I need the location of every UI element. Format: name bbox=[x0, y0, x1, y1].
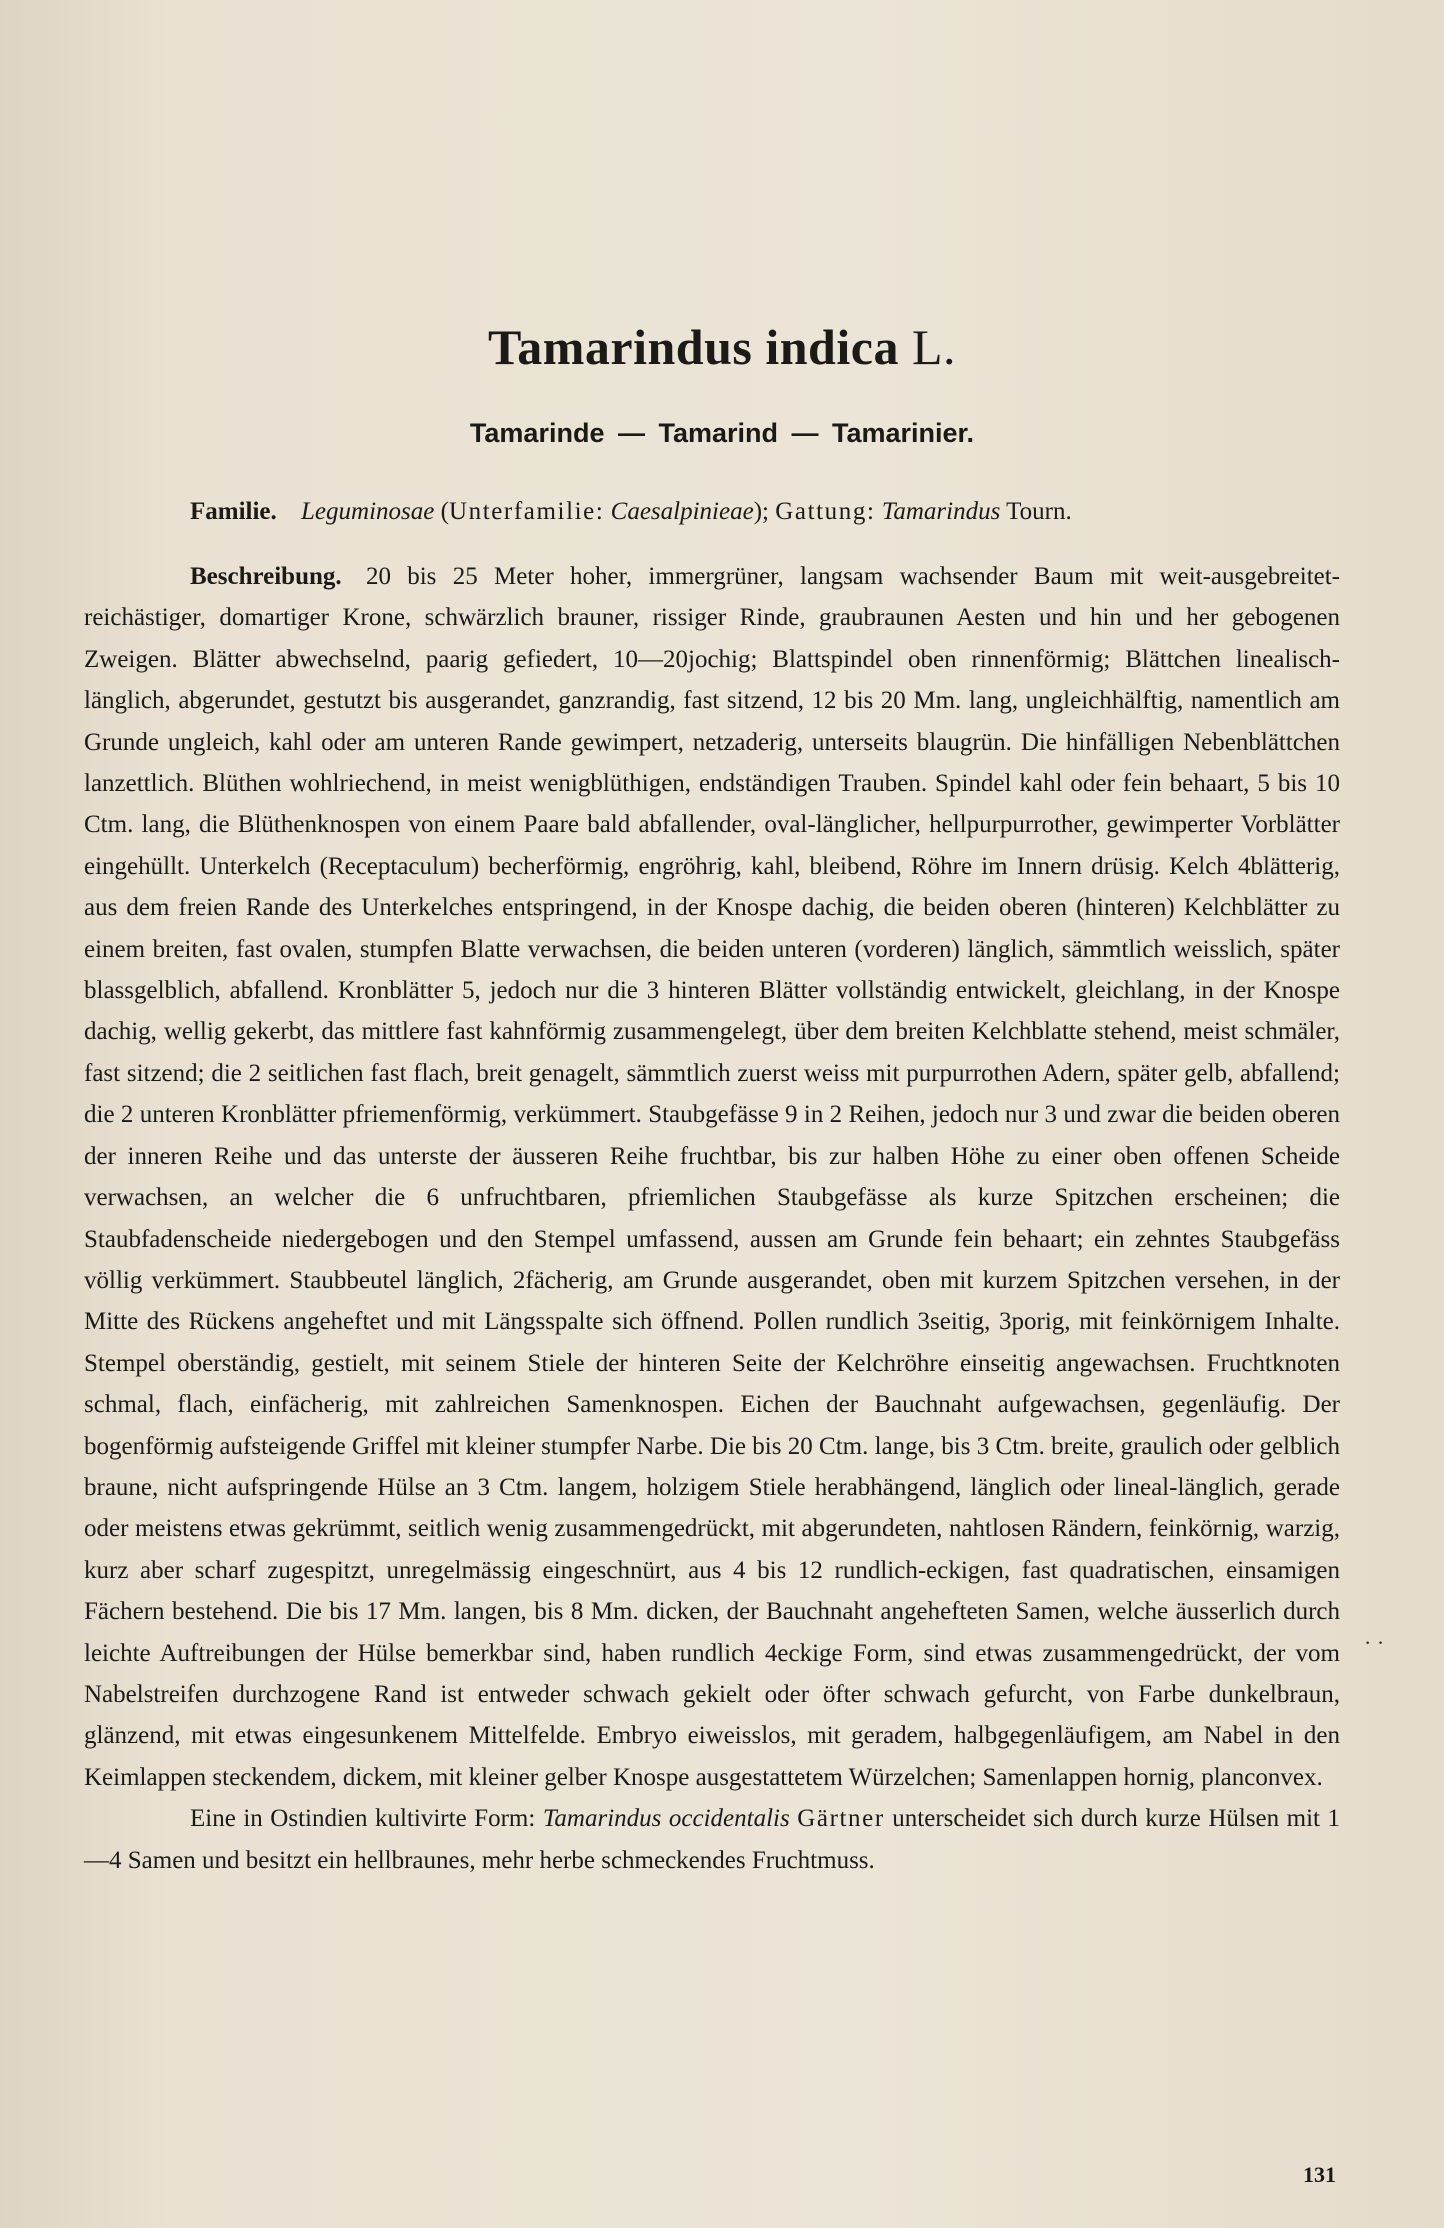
family-name: Leguminosae bbox=[301, 498, 435, 525]
variety-author: Gärtner bbox=[797, 1805, 885, 1833]
beschreibung-label: Beschreibung. bbox=[190, 563, 342, 590]
genus-label: Gattung: bbox=[775, 498, 876, 525]
beschreibung-paragraph bbox=[84, 556, 1340, 1798]
variety-text-after: unterscheidet sich durch kurze Hülsen mit 1—4 Samen und besitzt ein hellbraunes, mehr herbe schmeckendes Fruchtmuss. bbox=[84, 1805, 1341, 1874]
genus-name: Tamarindus bbox=[881, 498, 1001, 525]
subfamily-open: ( bbox=[440, 498, 449, 525]
familie-line bbox=[190, 498, 1340, 526]
variety-text-before: Eine in Ostindien kultivirte Form: bbox=[190, 1805, 536, 1833]
subfamily-close: ); bbox=[753, 498, 769, 525]
common-names-subtitle: Tamarinde — Tamarind — Tamarinier. bbox=[469, 418, 975, 448]
description-body bbox=[84, 556, 1340, 1881]
variety-paragraph bbox=[84, 1798, 1340, 1881]
beschreibung-text: 20 bis 25 Meter hoher, immergrüner, langsam wachsender Baum mit weit-ausgebreitet-reichästiger, domartiger Krone, schwärzlich brauner, rissiger Rinde, graubraunen Aesten und hin und her gebogenen Zweigen. Blätter abwechselnd, paarig gefiedert, 10—20jochig; Blattspindel oben rinnenförmig; Blättchen linealisch-länglich, abgerundet, gestutzt bis ausgerandet, ganzrandig, fast sitzend, 12 bis 20 Mm. lang, ungleichhälftig, namentlich am Grunde ungleich, kahl oder am unteren Rande gewimpert, netzaderig, unterseits blaugrün. Die hinfälligen Nebenblättchen lanzettlich. Blüthen wohlriechend, in meist wenigblüthigen, endständigen Trauben. Spindel kahl oder fein behaart, 5 bis 10 Ctm. lang, die Blüthenknospen von einem Paare bald abfallender, oval-länglicher, hellpurpurrother, gewimperter Vorblätter eingehüllt. Unterkelch (Receptaculum) becherförmig, engröhrig, kahl, bleibend, Röhre im Innern drüsig. Kelch 4blätterig, aus dem freien Rande des Unterkelches entspringend, in der Knospe dachig, die beiden oberen (hinteren) Kelchblätter zu einem breiten, fast ovalen, stumpfen Blatte verwachsen, die beiden unteren (vorderen) länglich, sämmtlich weisslich, später blassgelblich, abfallend. Kronblätter 5, jedoch nur die 3 hinteren Blätter vollständig entwickelt, gleichlang, in der Knospe dachig, wellig gekerbt, das mittlere fast kahnförmig zusammengelegt, über dem breiten Kelchblatte stehend, meist schmäler, fast sitzend; die 2 seitlichen fast flach, breit genagelt, sämmtlich zuerst weiss mit purpurrothen Adern, später gelb, abfallend; die 2 unteren Kronblätter pfriemenförmig, verkümmert. Staubgefässe 9 in 2 Reihen, jedoch nur 3 und zwar die beiden oberen der inneren Reihe und das unterste der äusseren Reihe fruchtbar, bis zur halben Höhe zu einer oben offenen Scheide verwachsen, an welcher die 6 unfruchtbaren, pfriemlichen Staubgefässe als kurze Spitzchen erscheinen; die Staubfadenscheide niedergebogen und den Stempel umfassend, aussen am Grunde fein behaart; ein zehntes Staubgefäss völlig verkümmert. Staubbeutel länglich, 2fächerig, am Grunde ausgerandet, oben mit kurzem Spitzchen versehen, in der Mitte des Rückens angeheftet und mit Längsspalte sich öffnend. Pollen rundlich 3seitig, 3porig, mit feinkörnigem Inhalte. Stempel oberständig, gestielt, mit seinem Stiele der hinteren Seite der Kelchröhre einseitig angewachsen. Fruchtknoten schmal, flach, einfächerig, mit zahlreichen Samenknospen. Eichen der Bauchnaht aufgewachsen, gegenläufig. Der bogenförmig aufsteigende Griffel mit kleiner stumpfer Narbe. Die bis 20 Ctm. lange, bis 3 Ctm. breite, graulich oder gelblich braune, nicht aufspringende Hülse an 3 Ctm. langem, holzigem Stiele herabhängend, länglich oder lineal-länglich, gerade oder meistens etwas gekrümmt, seitlich wenig zusammengedrückt, mit abgerundeten, nahtlosen Rändern, feinkörnig, warzig, kurz aber scharf zugespitzt, unregelmässig eingeschnürt, aus 4 bis 12 rundlich-eckigen, fast quadratischen, einsamigen Fächern bestehend. Die bis 17 Mm. langen, bis 8 Mm. dicken, der Bauchnaht angehefteten Samen, welche äusserlich durch leichte Auftreibungen der Hülse bemerkbar sind, haben rundlich 4eckige Form, sind etwas zusammengedrückt, der vom Nabelstreifen durchzogene Rand ist entweder schwach gekielt oder öfter schwach gefurcht, von Farbe dunkelbraun, glänzend, mit etwas eingesunkenem Mittelfelde. Embryo eiweisslos, mit geradem, halbgegenläufigem, am Nabel in den Keimlappen steckendem, dickem, mit kleiner gelber Knospe ausgestattetem Würzelchen; Samenlappen hornig, planconvex. bbox=[84, 563, 1341, 1791]
genus-author: Tourn. bbox=[1006, 498, 1072, 525]
title-author: L. bbox=[911, 319, 956, 375]
variety-species: Tamarindus occidentalis bbox=[542, 1805, 790, 1833]
title-species: Tamarindus indica bbox=[487, 319, 899, 375]
subfamily-label: Unterfamilie: bbox=[448, 498, 605, 525]
subfamily-name: Caesalpinieae bbox=[610, 498, 754, 525]
familie-label: Familie. bbox=[190, 498, 277, 525]
margin-mark: · · bbox=[1364, 1630, 1385, 1655]
page-number: 131 bbox=[1303, 2162, 1336, 2187]
page-title bbox=[0, 318, 1444, 376]
